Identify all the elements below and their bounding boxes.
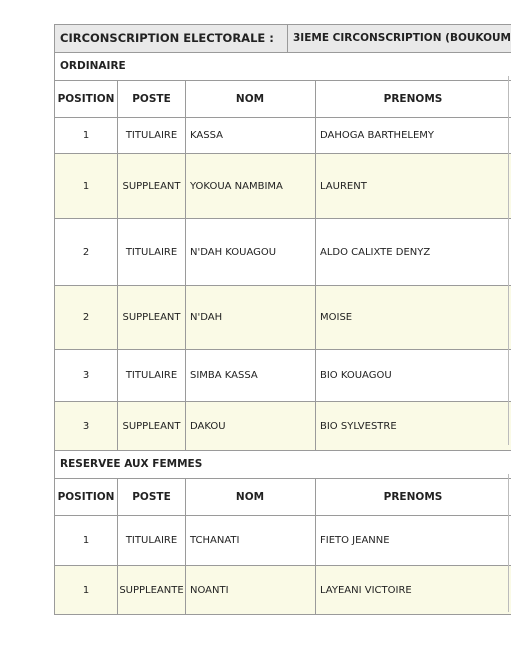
table-row [55, 118, 511, 154]
table-row [55, 286, 511, 350]
right-edge-line [508, 76, 509, 445]
table-header-row [55, 81, 511, 118]
cell-nom: SIMBA KASSA [186, 350, 316, 402]
table-header-row [55, 479, 511, 516]
constituency-label: CIRCONSCRIPTION ELECTORALE : [60, 31, 274, 45]
table-row [55, 566, 511, 615]
constituency-value: 3IEME CIRCONSCRIPTION (BOUKOUM [287, 25, 511, 52]
cell-prenoms: LAURENT [316, 154, 511, 219]
col-nom-header: NOM [186, 479, 316, 516]
cell-position: 2 [55, 219, 118, 286]
cell-nom: N'DAH [186, 286, 316, 350]
col-poste-header: POSTE [118, 81, 186, 118]
cell-prenoms: FIETO JEANNE [316, 516, 511, 566]
cell-poste: SUPPLEANT [118, 286, 186, 350]
cell-nom: KASSA [186, 118, 316, 154]
table-row [55, 402, 511, 451]
cell-poste: TITULAIRE [118, 350, 186, 402]
section-title-ordinaire: ORDINAIRE [60, 60, 126, 72]
constituency-header [55, 24, 511, 53]
cell-nom: N'DAH KOUAGOU [186, 219, 316, 286]
col-prenoms-header: PRENOMS [316, 81, 511, 118]
table-row [55, 350, 511, 402]
cell-poste: SUPPLEANT [118, 402, 186, 451]
table-row [55, 516, 511, 566]
cell-prenoms: BIO KOUAGOU [316, 350, 511, 402]
cell-position: 3 [55, 402, 118, 451]
table-femmes [55, 478, 511, 615]
cell-position: 2 [55, 286, 118, 350]
cell-prenoms: BIO SYLVESTRE [316, 402, 511, 451]
cell-poste: TITULAIRE [118, 516, 186, 566]
col-position-header: POSITION [55, 479, 118, 516]
col-nom-header: NOM [186, 81, 316, 118]
col-poste-header: POSTE [118, 479, 186, 516]
cell-position: 1 [55, 154, 118, 219]
cell-nom: YOKOUA NAMBIMA [186, 154, 316, 219]
col-position-header: POSITION [55, 81, 118, 118]
right-edge-line [508, 474, 509, 612]
cell-position: 1 [55, 516, 118, 566]
table-row [55, 154, 511, 219]
cell-position: 3 [55, 350, 118, 402]
electoral-list-sheet [54, 24, 511, 615]
cell-nom: DAKOU [186, 402, 316, 451]
table-ordinaire [55, 80, 511, 451]
cell-prenoms: LAYEANI VICTOIRE [316, 566, 511, 615]
cell-nom: TCHANATI [186, 516, 316, 566]
cell-poste: TITULAIRE [118, 118, 186, 154]
cell-nom: NOANTI [186, 566, 316, 615]
section-title-femmes: RESERVEE AUX FEMMES [60, 458, 203, 470]
cell-prenoms: ALDO CALIXTE DENYZ [316, 219, 511, 286]
cell-poste: TITULAIRE [118, 219, 186, 286]
cell-prenoms: MOISE [316, 286, 511, 350]
cell-poste: SUPPLEANT [118, 154, 186, 219]
cell-prenoms: DAHOGA BARTHELEMY [316, 118, 511, 154]
cell-poste: SUPPLEANTE [118, 566, 186, 615]
col-prenoms-header: PRENOMS [316, 479, 511, 516]
cell-position: 1 [55, 118, 118, 154]
cell-position: 1 [55, 566, 118, 615]
table-row [55, 219, 511, 286]
